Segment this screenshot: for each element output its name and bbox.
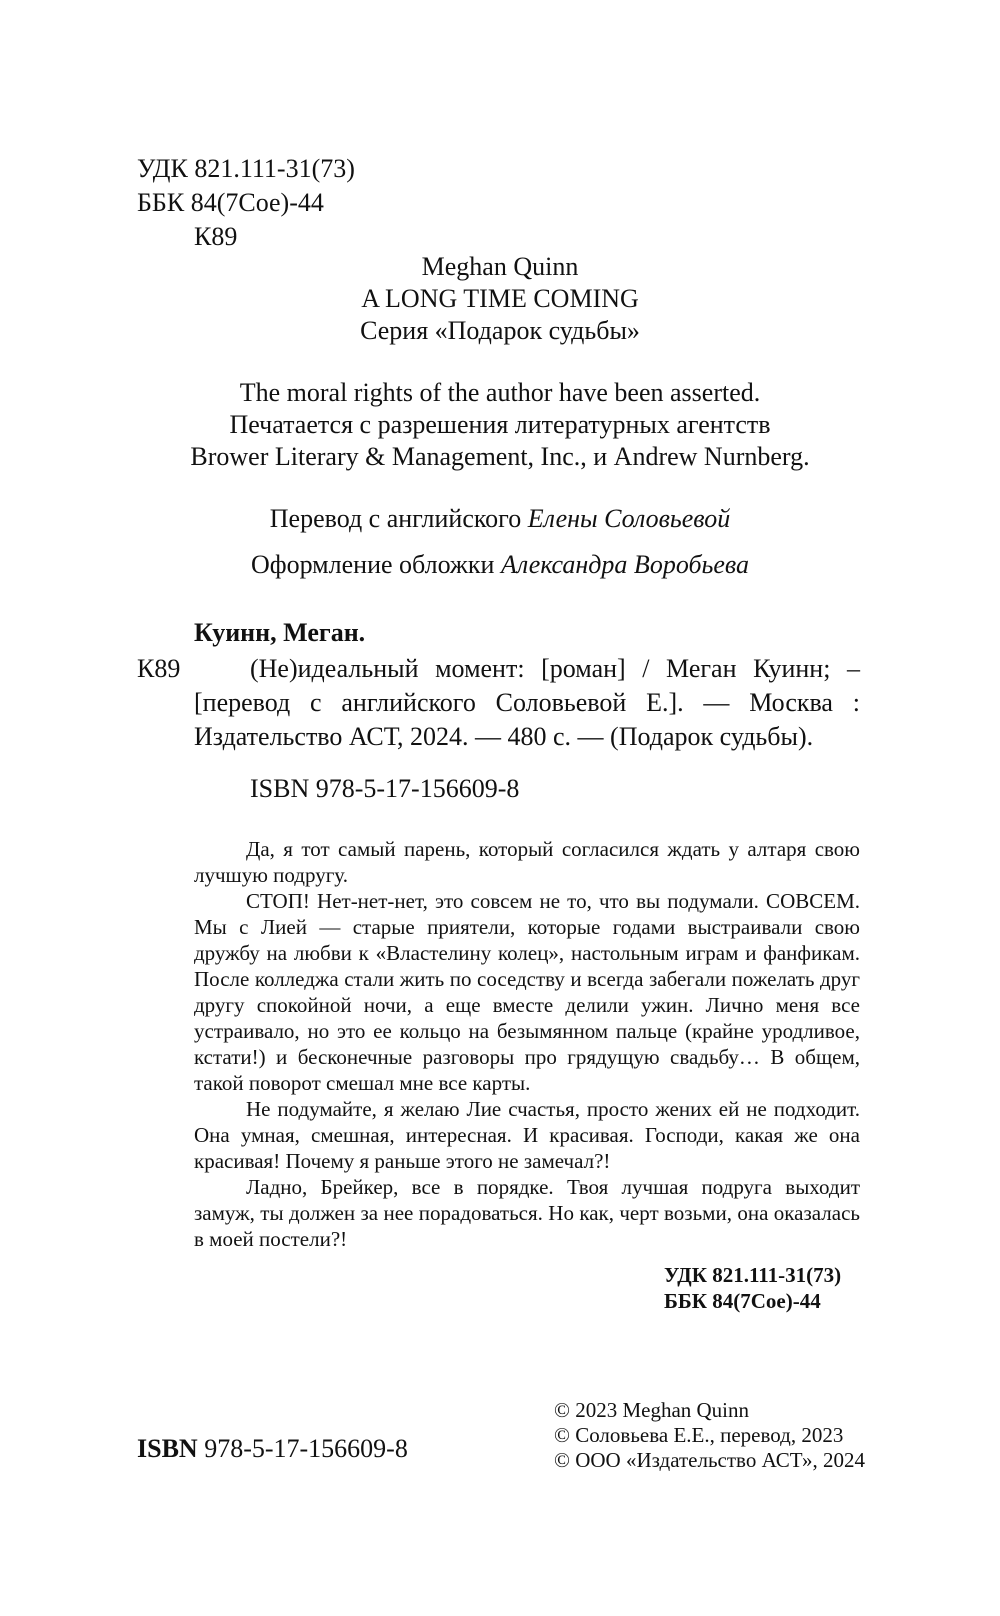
rights-line-2: Печатается с разрешения литературных агентств [229,410,771,439]
annotation-paragraph: Не подумайте, я желаю Лие счастья, просто жених ей не подходит. Она умная, смешная, интересная. И красивая. Господи, какая же она красивая! Почему я раньше этого не замечал?! [194,1097,860,1173]
translation-label: Перевод с английского [269,504,522,533]
catalog-heading: Куинн, Меган. [194,618,366,647]
catalog-line-2: [перевод с английского Соловьевой Е.]. — Москва : [194,688,860,717]
catalog-isbn: ISBN 978-5-17-156609-8 [250,774,520,803]
catalog-line-3: Издательство АСТ, 2024. — 480 с. — (Подарок судьбы). [194,722,814,751]
copyright-line: © ООО «Издательство АСТ», 2024 [554,1448,865,1472]
copyright-line: © Соловьева Е.Е., перевод, 2023 [554,1423,844,1447]
catalog-line-1: (Не)идеальный момент: [роман] / Меган Куинн; – [250,654,860,683]
series-name: Серия «Подарок судьбы» [360,316,640,345]
cover-label: Оформление обложки [250,550,495,579]
author-mark: К89 [194,222,238,251]
footer-bbk-code: ББК 84(7Сое)-44 [664,1289,821,1313]
footer-udk-code: УДК 821.111-31(73) [664,1263,842,1287]
isbn-label: ISBN [137,1434,198,1463]
rights-line-1: The moral rights of the author have been asserted. [239,378,761,407]
rights-line-3: Brower Literary & Management, Inc., и Andrew Nurnberg. [190,442,810,471]
isbn-number: 978-5-17-156609-8 [204,1434,408,1463]
catalog-mark: К89 [137,654,181,683]
cover-credit [0,548,1000,582]
annotation-paragraph: Да, я тот самый парень, который согласился ждать у алтаря свою лучшую подругу. [194,837,860,887]
copyright-line: © 2023 Meghan Quinn [554,1398,750,1422]
annotation-paragraph: СТОП! Нет-нет-нет, это совсем не то, что вы подумали. СОВСЕМ. Мы с Лией — старые приятели, которые годами выстраивали свою дружбу на любви к «Властелину колец», настольным играм и фанфикам. После колледжа стали жить по соседству и всегда забегали пожелать друг другу спокойной ночи, а еще вместе делили ужин. Лично меня все устраивало, но это ее кольцо на безымянном пальце (крайне уродливое, кстати!) и бесконечные разговоры про грядущую свадьбу… В общем, такой поворот смешал мне все карты. [194,889,860,1095]
annotation-paragraph: Ладно, Брейкер, все в порядке. Твоя лучшая подруга выходит замуж, ты должен за нее порадоваться. Но как, черт возьми, она оказалась в моей постели?! [194,1175,860,1251]
bbk-code: ББК 84(7Сое)-44 [137,188,324,217]
translator-name: Елены Соловьевой [527,504,731,533]
udk-code: УДК 821.111-31(73) [137,154,355,183]
translation-credit [0,502,1000,536]
cover-artist-name: Александра Воробьева [500,550,750,579]
bottom-isbn [137,1432,408,1466]
annotation [194,836,860,1252]
original-title: A LONG TIME COMING [361,284,639,313]
original-author: Meghan Quinn [421,252,579,281]
